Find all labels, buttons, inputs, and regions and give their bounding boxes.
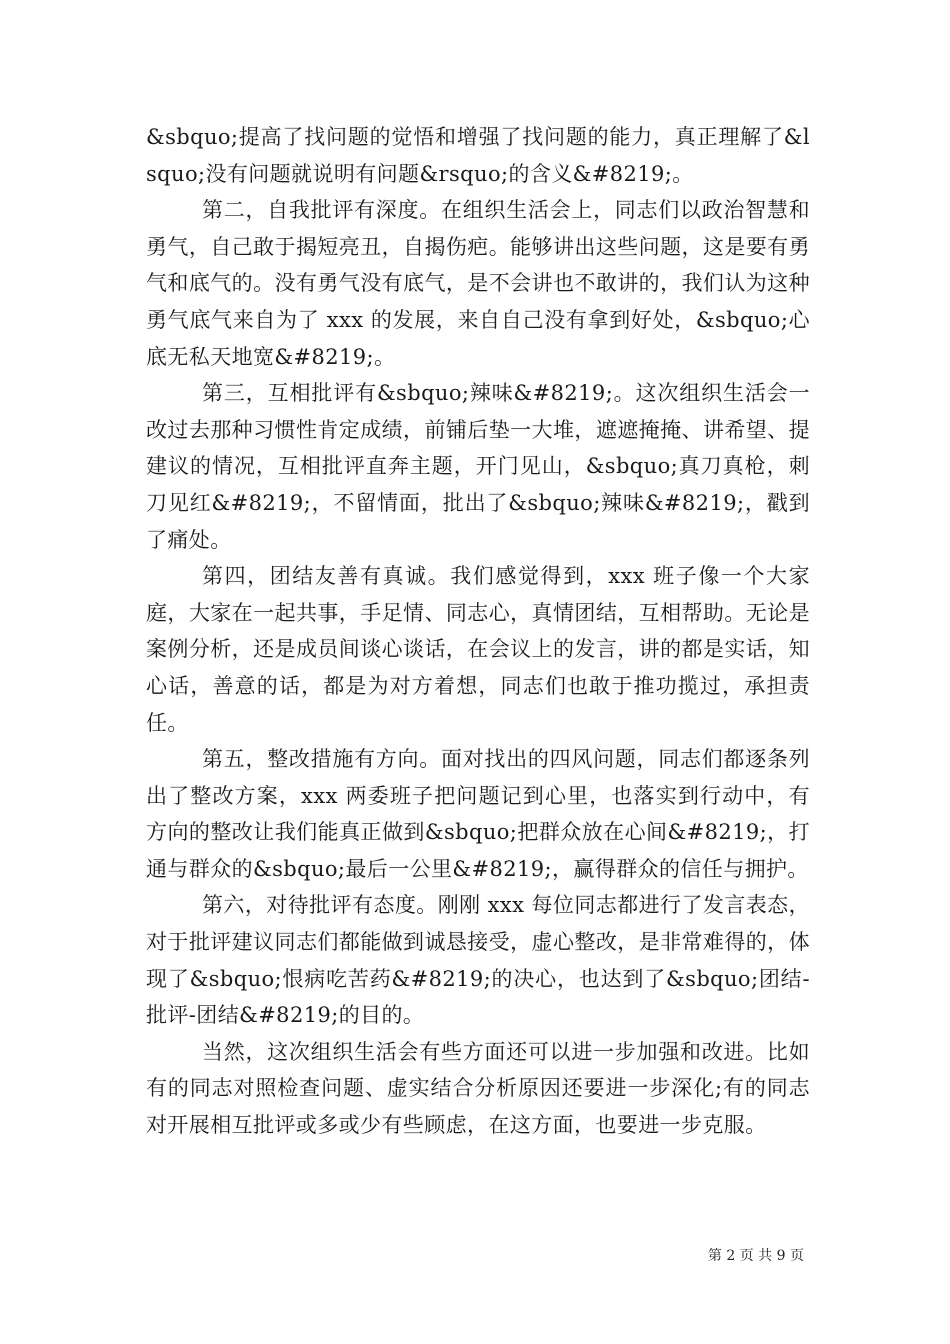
paragraph-fifth-point: 第五，整改措施有方向。面对找出的四风问题，同志们都逐条列出了整改方案，xxx 两委班子把问题记到心里，也落实到行动中，有方向的整改让我们能真正做到&sbquo;把群众放在心间&#8219;，打通与群众的&sbquo;最后一公里&#8219;，赢得群众的信任与拥护。: [146, 747, 810, 881]
page-number-footer: 第 2 页 共 9 页: [707, 1248, 804, 1264]
paragraph-continuation: &sbquo;提高了找问题的觉悟和增强了找问题的能力，真正理解了&lsquo;没有问题就说明有问题&rsquo;的含义&#8219;。: [146, 125, 810, 186]
document-body: [146, 119, 810, 1144]
paragraph-sixth-point: 第六，对待批评有态度。刚刚 xxx 每位同志都进行了发言表态，对于批评建议同志们都能做到诚恳接受，虚心整改，是非常难得的，体现了&sbquo;恨病吃苦药&#8219;的决心，也达到了&sbquo;团结-批评-团结&#8219;的目的。: [146, 893, 810, 1028]
paragraph-fourth-point: 第四，团结友善有真诚。我们感觉得到，xxx 班子像一个大家庭，大家在一起共事，手足情、同志心，真情团结，互相帮助。无论是案例分析，还是成员间谈心谈话，在会议上的发言，讲的都是实话，知心话，善意的话，都是为对方着想，同志们也敢于推功揽过，承担责任。: [146, 564, 810, 735]
paragraph-third-point: 第三，互相批评有&sbquo;辣味&#8219;。这次组织生活会一改过去那种习惯性肯定成绩，前铺后垫一大堆，遮遮掩掩、讲希望、提建议的情况，互相批评直奔主题，开门见山，&sbquo;真刀真枪，刺刀见红&#8219;，不留情面，批出了&sbquo;辣味&#8219;，戳到了痛处。: [146, 381, 810, 552]
paragraph-conclusion: 当然，这次组织生活会有些方面还可以进一步加强和改进。比如有的同志对照检查问题、虚实结合分析原因还要进一步深化;有的同志对开展相互批评或多或少有些顾虑，在这方面，也要进一步克服。: [146, 1039, 810, 1138]
paragraph-second-point: 第二，自我批评有深度。在组织生活会上，同志们以政治智慧和勇气，自己敢于揭短亮丑，自揭伤疤。能够讲出这些问题，这是要有勇气和底气的。没有勇气没有底气，是不会讲也不敢讲的，我们认为这种勇气底气来自为了 xxx 的发展，来自自己没有拿到好处，&sbquo;心底无私天地宽&#8219;。: [146, 198, 810, 369]
